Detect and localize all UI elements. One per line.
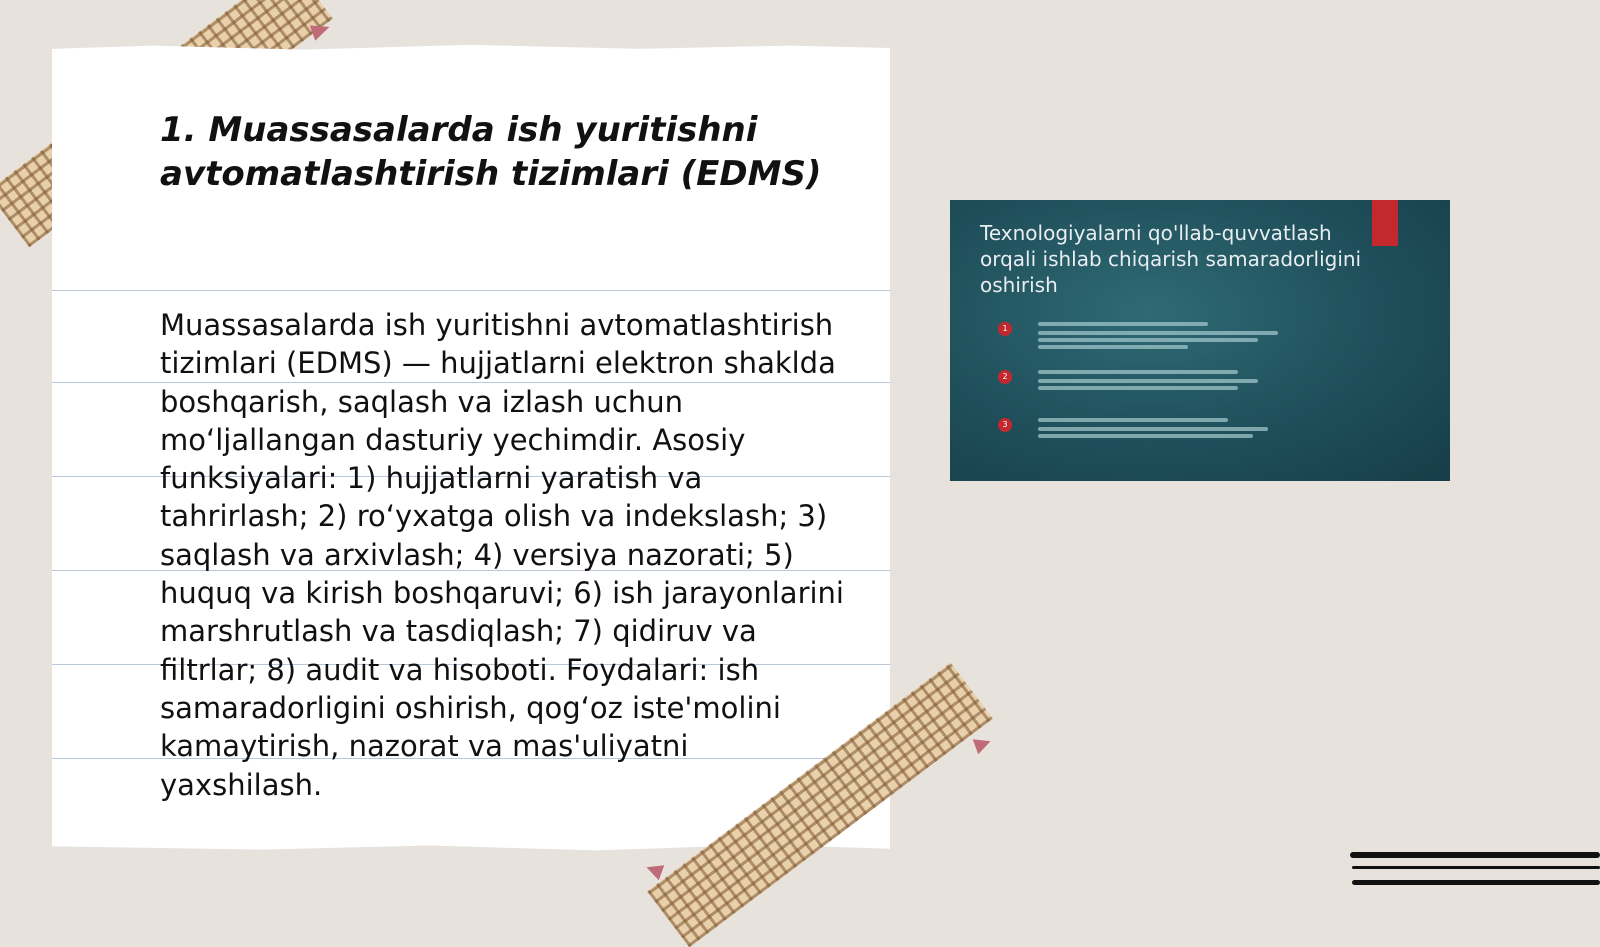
thumbnail-text-line	[1038, 427, 1268, 431]
thumbnail-number-badge: 1	[998, 322, 1012, 336]
thumbnail-number-badge: 2	[998, 370, 1012, 384]
thumbnail-text-line	[1038, 418, 1228, 422]
decorative-brush-stroke	[1352, 866, 1600, 869]
thumbnail-number-badge: 3	[998, 418, 1012, 432]
thumbnail-text-line	[1038, 331, 1278, 335]
thumbnail-text-line	[1038, 370, 1238, 374]
thumbnail-text-line	[1038, 434, 1253, 438]
thumbnail-list-item	[998, 418, 1418, 458]
tape-tab-marker	[973, 734, 994, 755]
thumbnail-list-item	[998, 370, 1418, 410]
paper-rule	[52, 290, 890, 291]
tape-tab-marker	[644, 860, 665, 881]
slide-title: 1. Muassasalarda ish yuritishni avtomatlashtirish tizimlari (EDMS)	[160, 110, 822, 194]
thumbnail-list-item	[998, 322, 1418, 362]
decorative-brush-stroke	[1352, 880, 1600, 885]
slide-thumbnail-image	[950, 200, 1450, 481]
thumbnail-text-line	[1038, 379, 1258, 383]
thumbnail-text-line	[1038, 386, 1238, 390]
thumbnail-title: Texnologiyalarni qo'llab-quvvatlash orqali ishlab chiqarish samaradorligini oshirish	[980, 221, 1362, 297]
thumbnail-text-line	[1038, 322, 1208, 326]
slide-body-text: Muassasalarda ish yuritishni avtomatlashtirish tizimlari (EDMS) — hujjatlarni elektron shaklda boshqarish, saqlash va izlash uchun mo‘ljallangan dasturiy yechimdir. Asosiy funksiyalari: 1) hujjatlarni yaratish va tahrirlash; 2) ro‘yxatga olish va indekslash; 3) saqlash va arxivlash; 4) versiya nazorati; 5) huquq va kirish boshqaruvi; 6) ish jarayonlarini marshrutlash va tasdiqlash; 7) qidiruv va filtrlar; 8) audit va hisoboti. Foydalari: ish samaradorligini oshirish, qog‘oz iste'molini kamaytirish, nazorat va mas'uliyatni yaxshilash.	[160, 308, 844, 802]
thumbnail-text-line	[1038, 345, 1188, 349]
thumbnail-text-line	[1038, 338, 1258, 342]
decorative-brush-stroke	[1350, 852, 1600, 858]
